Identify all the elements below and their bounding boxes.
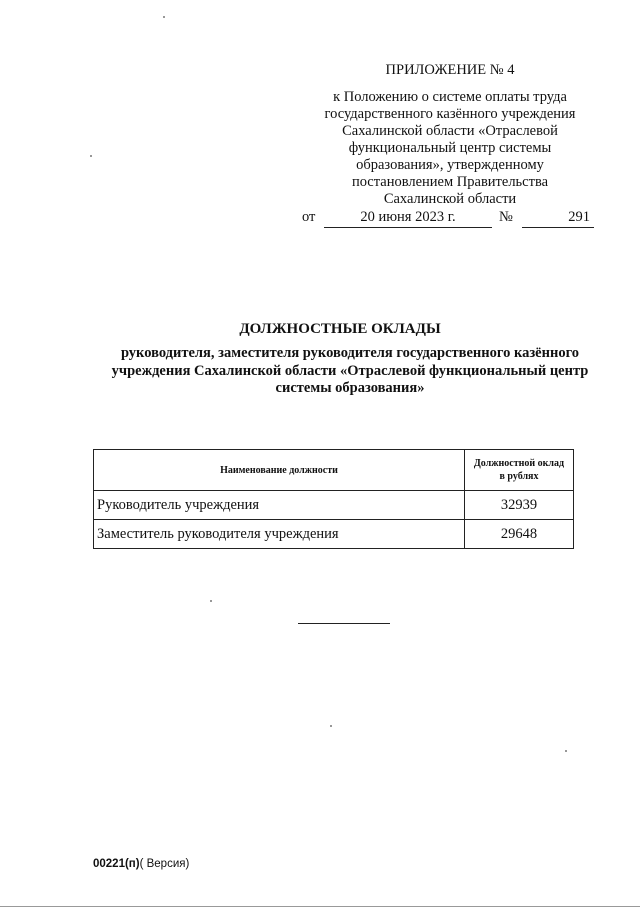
appendix-line: образования», утвержденному	[356, 157, 544, 173]
document-title: ДОЛЖНОСТНЫЕ ОКЛАДЫ	[239, 321, 441, 337]
salary-cell: 32939	[465, 491, 574, 520]
salary-header-line: в рублях	[499, 471, 539, 482]
scan-speck	[330, 725, 332, 727]
table-row	[94, 491, 574, 520]
scan-edge-line	[0, 906, 640, 907]
appendix-line: Сахалинской области	[383, 191, 517, 207]
resolution-date: 20 июня 2023 г.	[324, 209, 492, 228]
position-name-cell: Руководитель учреждения	[94, 491, 465, 520]
appendix-title: ПРИЛОЖЕНИЕ № 4	[385, 62, 515, 78]
appendix-line: Сахалинской области «Отраслевой	[342, 123, 558, 139]
scan-speck	[210, 600, 212, 602]
footer-document-code	[93, 858, 189, 870]
appendix-line: постановлением Правительства	[351, 174, 549, 190]
subtitle-line: руководителя, заместителя руководителя государственного казённого	[120, 345, 580, 361]
salary-cell: 29648	[465, 520, 574, 549]
table-header-row	[94, 450, 574, 491]
scan-speck	[565, 750, 567, 752]
number-prefix-label: №	[499, 209, 513, 225]
end-of-document-line	[298, 623, 390, 624]
subtitle-line: системы образования»	[275, 380, 425, 396]
subtitle-line: учреждения Сахалинской области «Отраслевой функциональный центр	[111, 362, 589, 379]
document-version: ( Версия)	[139, 858, 190, 870]
appendix-reference	[305, 89, 595, 208]
document-subtitle	[100, 345, 600, 398]
salary-table	[93, 449, 574, 549]
appendix-line: к Положению о системе оплаты труда	[333, 89, 567, 105]
appendix-line: функциональный центр системы	[348, 140, 552, 156]
resolution-number: 291	[522, 209, 594, 228]
document-code: 00221(п)	[93, 858, 140, 870]
position-name-header: Наименование должности	[94, 450, 465, 491]
appendix-line: государственного казённого учреждения	[324, 106, 576, 122]
resolution-date-row	[302, 209, 602, 229]
table-row	[94, 520, 574, 549]
scan-speck	[163, 16, 165, 18]
scan-speck	[90, 155, 92, 157]
salary-header-line: Должностной оклад	[473, 458, 565, 469]
date-prefix-label: от	[302, 209, 316, 225]
salary-header	[465, 450, 574, 491]
position-name-cell: Заместитель руководителя учреждения	[94, 520, 465, 549]
